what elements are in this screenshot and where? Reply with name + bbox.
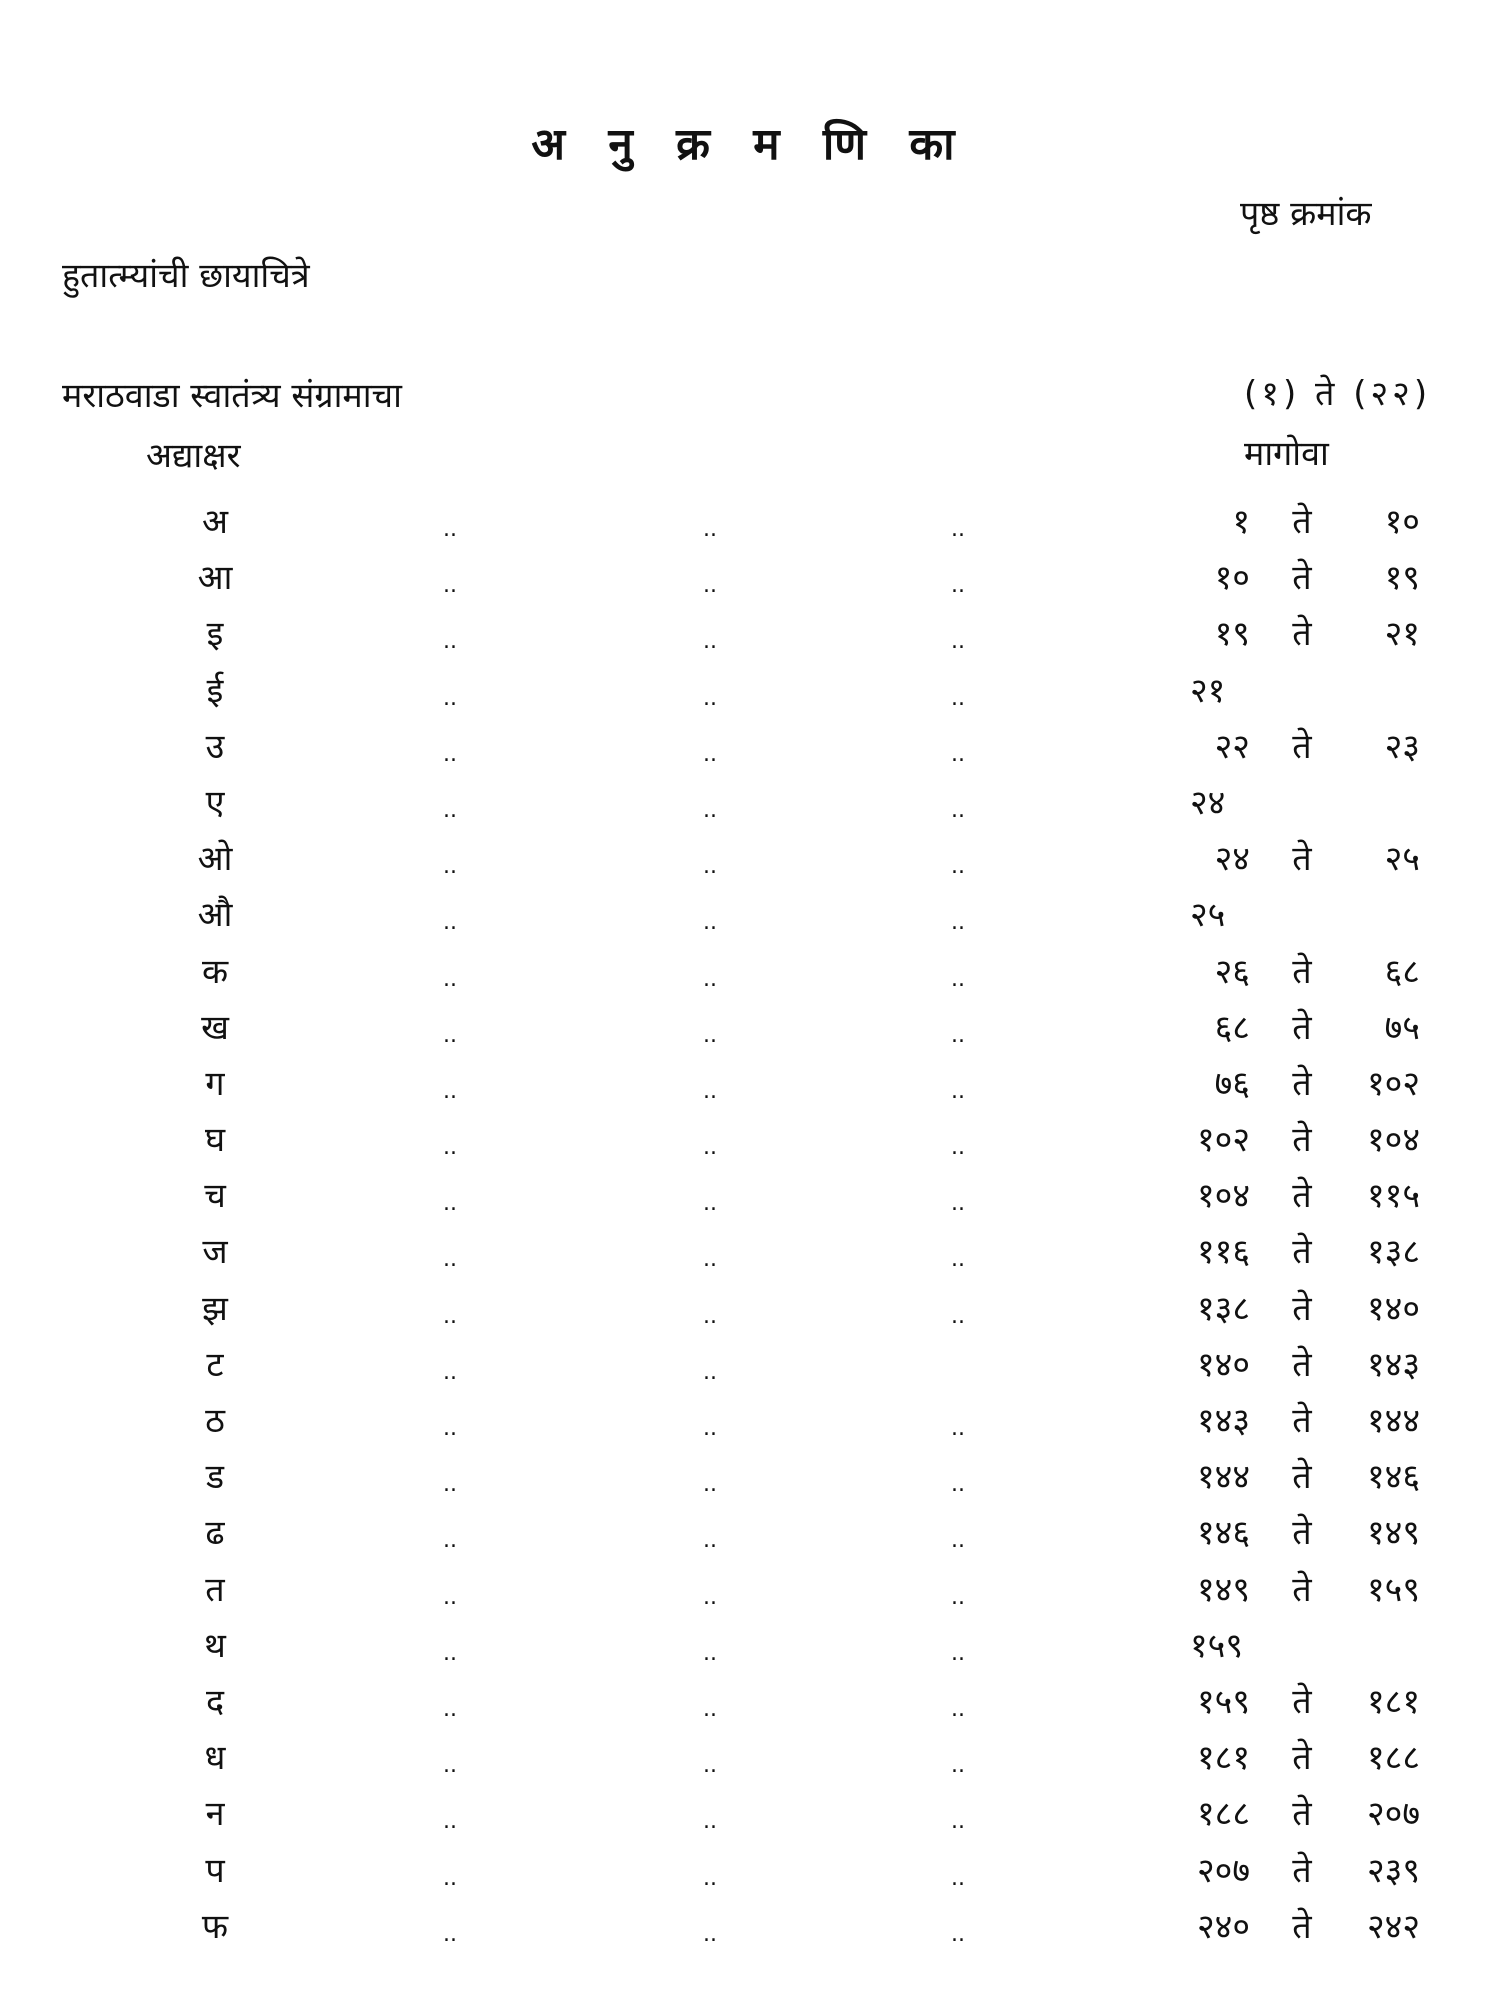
range-separator: ते <box>1292 614 1312 655</box>
page-from: २४ <box>1214 839 1250 880</box>
index-row <box>0 663 1500 719</box>
akshar-subheading: अद्याक्षर <box>146 436 241 476</box>
index-letter: ट <box>206 1344 224 1385</box>
leader-dots: .. <box>443 1528 457 1554</box>
leader-dots: .. <box>443 1022 457 1048</box>
index-letter: च <box>204 1176 226 1217</box>
leader-dots: .. <box>443 1696 457 1722</box>
leader-dots: .. <box>443 1584 457 1610</box>
page-from: २१ <box>1190 670 1226 711</box>
index-row <box>0 606 1500 662</box>
page-to: २५ <box>1384 839 1420 880</box>
range-separator: ते <box>1292 1120 1312 1161</box>
leader-dots: .. <box>951 517 965 542</box>
page-to: १०४ <box>1366 1120 1420 1161</box>
leader-dots: .. <box>703 1640 717 1666</box>
page-from: १ <box>1232 502 1250 542</box>
leader-dots: .. <box>951 854 965 880</box>
leader-dots: .. <box>703 1584 717 1610</box>
index-letter: त <box>205 1569 225 1610</box>
index-letter: घ <box>204 1120 226 1161</box>
index-letter: ए <box>205 782 225 823</box>
leader-dots: .. <box>443 629 457 655</box>
range-separator: ते <box>1292 1794 1312 1835</box>
leader-dots: .. <box>951 685 965 711</box>
index-row <box>0 1224 1500 1280</box>
page-to: ११५ <box>1366 1176 1420 1217</box>
leader-dots: .. <box>443 1078 457 1104</box>
leader-dots: .. <box>443 1809 457 1835</box>
index-row <box>0 494 1500 550</box>
page-to: १९ <box>1384 558 1420 599</box>
index-row <box>0 1000 1500 1056</box>
range-separator: ते <box>1292 1738 1312 1779</box>
index-letter: ढ <box>205 1513 225 1554</box>
leader-dots: .. <box>951 966 965 992</box>
leader-dots: .. <box>443 797 457 823</box>
page-from: ११६ <box>1196 1232 1250 1273</box>
index-letter: फ <box>201 1906 229 1947</box>
index-letter: उ <box>205 726 225 767</box>
leader-dots: .. <box>443 1247 457 1273</box>
page-to: १८८ <box>1366 1738 1420 1779</box>
leader-dots: .. <box>443 573 457 599</box>
leader-dots: .. <box>951 1472 965 1498</box>
range-separator: ते <box>1292 1232 1312 1273</box>
page-from: ७६ <box>1214 1063 1250 1104</box>
range-separator: ते <box>1292 1288 1312 1329</box>
page-from: १४० <box>1196 1344 1250 1385</box>
leader-dots: .. <box>951 910 965 936</box>
index-letter: ग <box>205 1063 225 1104</box>
leader-dots: .. <box>951 1191 965 1217</box>
page-from: २४० <box>1196 1906 1250 1947</box>
range-separator: ते <box>1292 1906 1312 1947</box>
range-separator: ते <box>1292 726 1312 767</box>
leader-dots: .. <box>703 1472 717 1498</box>
range-separator: ते <box>1292 502 1312 542</box>
leader-dots: .. <box>703 1753 717 1779</box>
page-from: २६ <box>1214 951 1250 992</box>
leader-dots: .. <box>951 1135 965 1161</box>
leader-dots: .. <box>703 854 717 880</box>
page-to: २०७ <box>1366 1794 1420 1835</box>
leader-dots: .. <box>703 573 717 599</box>
index-row <box>0 1449 1500 1505</box>
leader-dots: .. <box>951 741 965 767</box>
leader-dots: .. <box>703 629 717 655</box>
index-letter: ध <box>204 1738 226 1779</box>
leader-dots: .. <box>443 1303 457 1329</box>
leader-dots: .. <box>951 1247 965 1273</box>
range-separator: ते <box>1292 1457 1312 1498</box>
page-from: १०२ <box>1196 1120 1250 1161</box>
page-from: १० <box>1214 558 1250 599</box>
leader-dots: .. <box>703 1359 717 1385</box>
leader-dots: .. <box>951 1022 965 1048</box>
range-separator: ते <box>1292 1063 1312 1104</box>
page-title: अ नु क्र म णि का <box>531 119 969 170</box>
page-from: १४४ <box>1196 1457 1250 1498</box>
page-from: १०४ <box>1196 1176 1250 1217</box>
range-separator: ते <box>1292 1176 1312 1217</box>
leader-dots: .. <box>443 1753 457 1779</box>
page-to: १८१ <box>1366 1681 1420 1722</box>
leader-dots: .. <box>443 1359 457 1385</box>
leader-dots: .. <box>703 1303 717 1329</box>
leader-dots: .. <box>443 685 457 711</box>
index-row <box>0 1056 1500 1112</box>
index-letter: क <box>201 951 229 992</box>
martyr-photos-entry: हुतात्म्यांची छायाचित्रे <box>62 256 310 296</box>
leader-dots: .. <box>951 573 965 599</box>
leader-dots: .. <box>951 1584 965 1610</box>
leader-dots: .. <box>951 1303 965 1329</box>
page-to: १४९ <box>1366 1513 1420 1554</box>
page-from: १४९ <box>1196 1569 1250 1610</box>
page-from: ६८ <box>1214 1007 1250 1048</box>
index-row <box>0 775 1500 831</box>
range-separator: ते <box>1292 1007 1312 1048</box>
leader-dots: .. <box>703 797 717 823</box>
page-to: २४२ <box>1366 1906 1420 1947</box>
index-row <box>0 831 1500 887</box>
leader-dots: .. <box>951 1809 965 1835</box>
leader-dots: .. <box>703 966 717 992</box>
index-letter: ख <box>201 1007 229 1048</box>
index-letter: अ <box>202 502 228 542</box>
leader-dots: .. <box>703 741 717 767</box>
page-from: १५९ <box>1196 1681 1250 1722</box>
leader-dots: .. <box>951 1528 965 1554</box>
leader-dots: .. <box>443 966 457 992</box>
index-letter: थ <box>204 1625 226 1666</box>
index-letter: ठ <box>205 1401 225 1441</box>
index-row <box>0 1843 1500 1899</box>
leader-dots: .. <box>443 1191 457 1217</box>
leader-dots: .. <box>443 1865 457 1891</box>
range-separator: ते <box>1292 558 1312 599</box>
page-to: २३९ <box>1366 1850 1420 1891</box>
index-letter: द <box>205 1681 225 1722</box>
range-separator: ते <box>1292 1850 1312 1891</box>
index-letter: झ <box>202 1288 228 1329</box>
index-letter: ओ <box>197 839 233 880</box>
page-number-heading: पृष्ठ क्रमांक <box>1240 194 1372 234</box>
index-row <box>0 1168 1500 1224</box>
page-to: १३८ <box>1366 1232 1420 1273</box>
leader-dots: .. <box>703 685 717 711</box>
page-from: २५ <box>1190 895 1226 936</box>
index-letter: ड <box>205 1457 225 1498</box>
leader-dots: .. <box>703 1416 717 1441</box>
page-to: १४४ <box>1366 1401 1420 1441</box>
page-to: १४० <box>1366 1288 1420 1329</box>
leader-dots: .. <box>443 1921 457 1947</box>
range-separator: ते <box>1292 839 1312 880</box>
range-separator: ते <box>1292 1569 1312 1610</box>
range-separator: ते <box>1292 1401 1312 1441</box>
page-to: १० <box>1384 502 1420 542</box>
marathwada-page-range: (१) ते (२२) <box>1244 374 1432 414</box>
leader-dots: .. <box>443 910 457 936</box>
index-letter: ई <box>206 670 224 711</box>
leader-dots: .. <box>703 910 717 936</box>
page-to: २३ <box>1384 726 1420 767</box>
leader-dots: .. <box>703 1247 717 1273</box>
index-row <box>0 1786 1500 1842</box>
index-row <box>0 1281 1500 1337</box>
leader-dots: .. <box>951 1753 965 1779</box>
leader-dots: .. <box>443 1416 457 1441</box>
page-from: १३८ <box>1196 1288 1250 1329</box>
page-from: २२ <box>1214 726 1250 767</box>
index-row <box>0 719 1500 775</box>
leader-dots: .. <box>443 741 457 767</box>
index-letter: इ <box>206 614 224 655</box>
leader-dots: .. <box>951 1921 965 1947</box>
page-from: २०७ <box>1196 1850 1250 1891</box>
leader-dots: .. <box>951 629 965 655</box>
index-letter: ज <box>202 1232 228 1273</box>
page-to: १४६ <box>1366 1457 1420 1498</box>
page-from: १४३ <box>1196 1401 1250 1441</box>
leader-dots: .. <box>951 1416 965 1441</box>
page-to: १४३ <box>1366 1344 1420 1385</box>
page-to: १५९ <box>1366 1569 1420 1610</box>
index-row <box>0 1562 1500 1618</box>
index-row <box>0 944 1500 1000</box>
index-letter: आ <box>197 558 233 599</box>
leader-dots: .. <box>703 1135 717 1161</box>
leader-dots: .. <box>703 1865 717 1891</box>
page-to: ७५ <box>1384 1007 1420 1048</box>
leader-dots: .. <box>703 1191 717 1217</box>
index-letter: प <box>205 1850 225 1891</box>
page-from: १९ <box>1214 614 1250 655</box>
page-from: १८१ <box>1196 1738 1250 1779</box>
page-from: १४६ <box>1196 1513 1250 1554</box>
leader-dots: .. <box>703 1809 717 1835</box>
index-row <box>0 1337 1500 1393</box>
index-row <box>0 1618 1500 1674</box>
page-to: १०२ <box>1366 1063 1420 1104</box>
page-from: २४ <box>1190 782 1226 823</box>
index-row <box>0 550 1500 606</box>
leader-dots: .. <box>443 854 457 880</box>
leader-dots: .. <box>443 1135 457 1161</box>
magova-label: मागोवा <box>1244 434 1329 474</box>
page-to: २१ <box>1384 614 1420 655</box>
leader-dots: .. <box>951 1640 965 1666</box>
range-separator: ते <box>1292 951 1312 992</box>
page-from: १८८ <box>1196 1794 1250 1835</box>
leader-dots: .. <box>703 1696 717 1722</box>
index-row <box>0 1674 1500 1730</box>
index-row <box>0 887 1500 943</box>
range-separator: ते <box>1292 1344 1312 1385</box>
leader-dots: .. <box>443 1472 457 1498</box>
index-letter: औ <box>197 895 233 936</box>
leader-dots: .. <box>703 1921 717 1947</box>
page-from: १५९ <box>1190 1625 1244 1666</box>
leader-dots: .. <box>443 517 457 542</box>
index-row <box>0 1505 1500 1561</box>
leader-dots: .. <box>703 1528 717 1554</box>
range-separator: ते <box>1292 1681 1312 1722</box>
index-row <box>0 1112 1500 1168</box>
leader-dots: .. <box>703 1022 717 1048</box>
leader-dots: .. <box>443 1640 457 1666</box>
range-separator: ते <box>1292 1513 1312 1554</box>
index-list <box>0 494 1500 1955</box>
leader-dots: .. <box>951 1696 965 1722</box>
index-letter: न <box>205 1794 225 1835</box>
page-to: ६८ <box>1384 951 1420 992</box>
index-row <box>0 1899 1500 1955</box>
index-row <box>0 1730 1500 1786</box>
index-row <box>0 1393 1500 1449</box>
marathwada-entry-label: मराठवाडा स्वातंत्र्य संग्रामाचा <box>62 376 402 416</box>
leader-dots: .. <box>951 1865 965 1891</box>
leader-dots: .. <box>951 1078 965 1104</box>
leader-dots: .. <box>951 797 965 823</box>
leader-dots: .. <box>703 1078 717 1104</box>
leader-dots: .. <box>703 517 717 542</box>
